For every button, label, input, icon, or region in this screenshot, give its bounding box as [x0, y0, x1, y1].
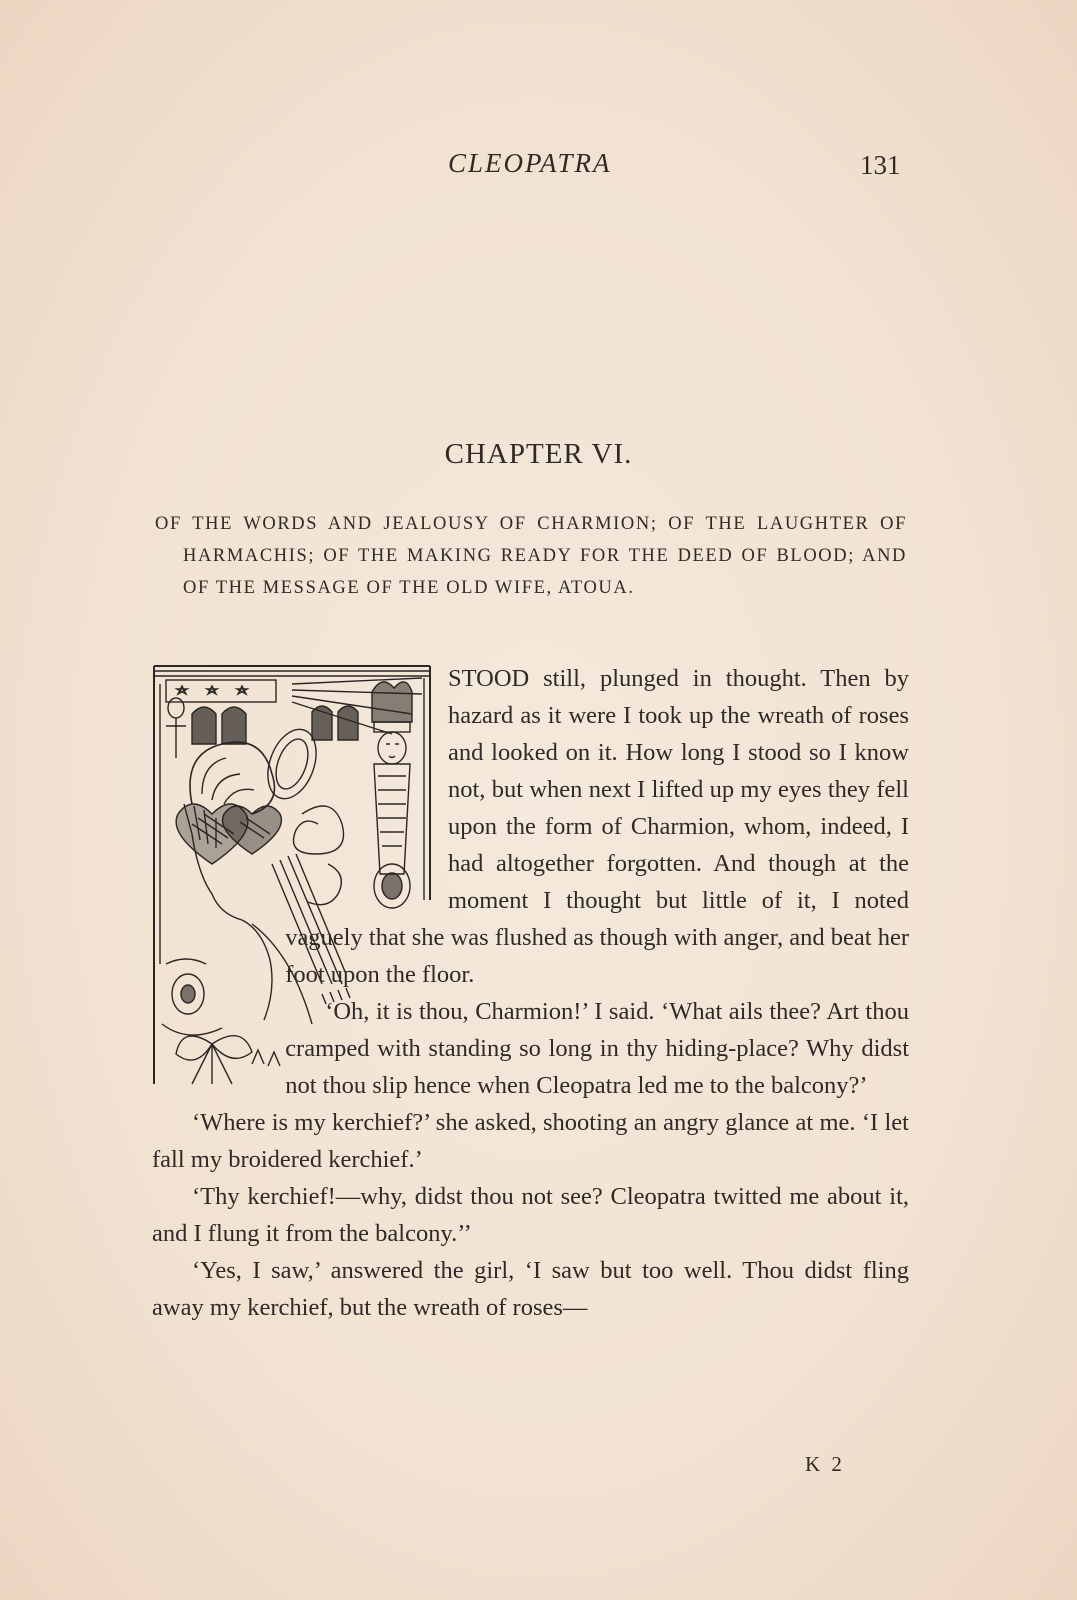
running-title: CLEOPATRA [448, 148, 612, 178]
chapter-title: CHAPTER VI. [444, 438, 633, 470]
page-number: 131 [860, 150, 901, 180]
signature-mark: K 2 [805, 1452, 845, 1476]
paragraph-5: ‘Yes, I saw,’ answered the girl, ‘I saw but too well. Thou didst fling away my kerchief, but the wreath of roses— [152, 1257, 909, 1321]
paragraph-4: ‘Thy kerchief!—why, didst thou not see? Cleopatra twitted me about it, and I flung it from the balcony.’’ [152, 1183, 909, 1247]
body-text [152, 660, 909, 1326]
paragraph-1: STOOD still, plunged in thought. Then by hazard as it were I took up the wreath of roses and looked on it. How long I stood so I know not, but when next I lifted up my eyes they fell upon the form of Charmion, whom, indeed, I had altogether forgotten. And though at the moment I thought but little of it, I noted vaguely that she was flushed as though with anger, and beat her foot upon the floor. [285, 665, 909, 988]
running-head [0, 148, 1077, 188]
chapter-summary: OF THE WORDS AND JEALOUSY OF CHARMION; OF THE LAUGHTER OF HARMACHIS; OF THE MAKING READY FOR THE DEED OF BLOOD; AND OF THE MESSAGE OF THE OLD WIFE, ATOUA. [155, 514, 907, 598]
paragraph-3: ‘Where is my kerchief?’ she asked, shooting an angry glance at me. ‘I let fall my broidered kerchief.’ [152, 1109, 909, 1173]
paragraph-2: ‘Oh, it is thou, Charmion!’ I said. ‘What ails thee? Art thou cramped with standing so long in thy hiding-place? Why didst not thou slip hence when Cleopatra led me to the balcony?’ [285, 998, 909, 1099]
